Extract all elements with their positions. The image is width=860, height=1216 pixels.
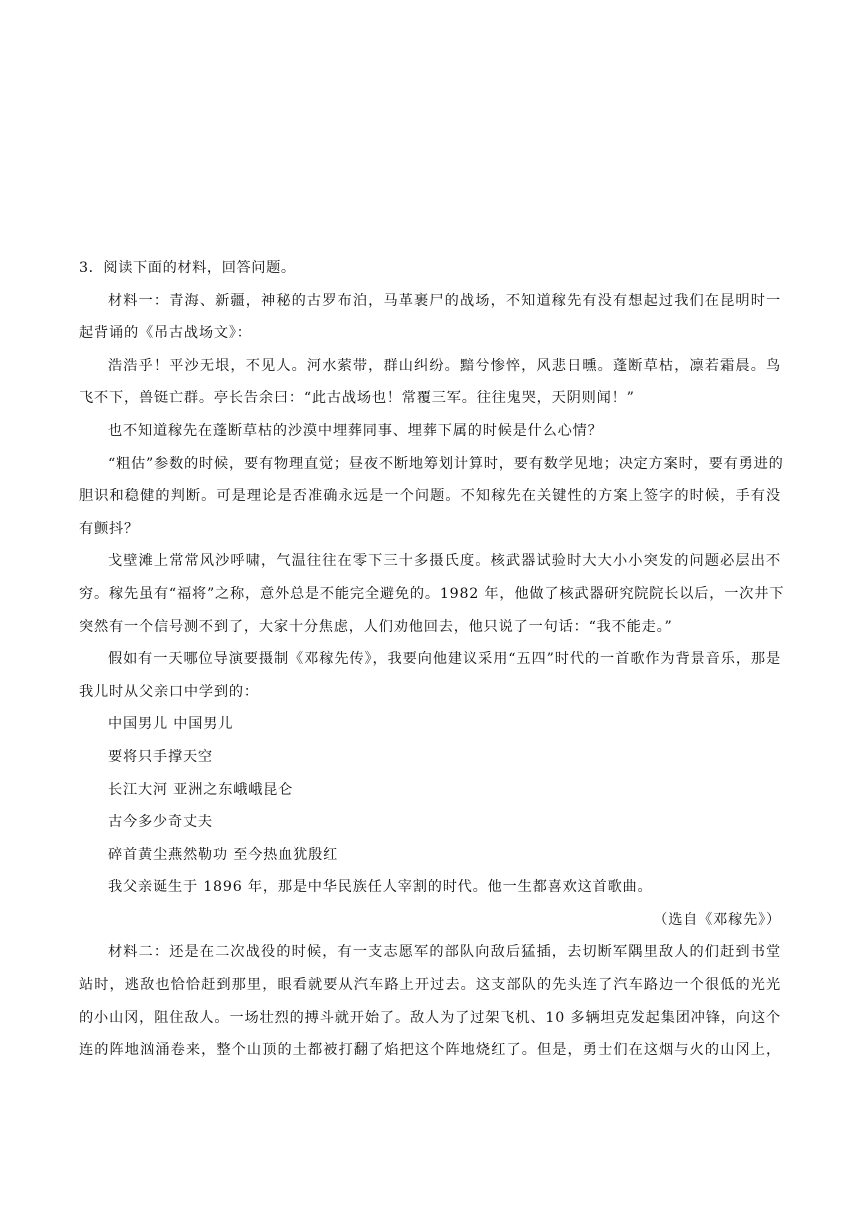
quote-line: 飞不下，兽铤亡群。亭长告余曰：“此古战场也！常覆三军。往往鬼哭，天阴则闻！” — [79, 390, 635, 407]
paragraph-line: 有颤抖？ — [79, 520, 139, 537]
song-lyric-line: 长江大河 亚洲之东峨峨昆仑 — [108, 781, 294, 798]
question-heading: 3．阅读下面的材料，回答问题。 — [79, 260, 296, 276]
paragraph-line: 站时，逃敌也恰恰赶到那里，眼看就要从汽车路上开过去。这支部队的先头连了汽车路边一个很低的光光 — [79, 977, 781, 994]
paragraph-line: 假如有一天哪位导演要摄制《邓稼先传》，我要向他建议采用“五四”时代的一首歌作为背景音乐，那是 — [108, 651, 781, 668]
material-one-intro-line: 起背诵的《吊古战场文》： — [79, 325, 252, 342]
song-lyric-line: 中国男儿 中国男儿 — [108, 716, 234, 733]
song-lyric-line: 碎首黄尘燕然勒功 至今热血犹殷红 — [108, 846, 339, 863]
document-content — [79, 252, 785, 1067]
paragraph-line: 材料二：还是在二次战役的时候，有一支志愿军的部队向敌后猛插，去切断军隅里敌人的们赶到书堂 — [108, 944, 781, 961]
paragraph-line: 也不知道稼先在蓬断草枯的沙漠中埋葬同事、埋葬下属的时候是什么心情？ — [108, 422, 603, 439]
material-two — [79, 936, 781, 1066]
paragraph-line: 胆识和稳健的判断。可是理论是否准确永远是一个问题。不知稼先在关键性的方案上签字的时候，手有没 — [79, 488, 781, 505]
material-one — [79, 285, 785, 937]
material-one-intro-line: 材料一：青海、新疆，神秘的古罗布泊，马革裹尸的战场，不知道稼先有没有想起过我们在昆明时一 — [108, 292, 781, 309]
source-citation: （选自《邓稼先》） — [653, 911, 781, 928]
paragraph-line: 穷。稼先虽有“福将”之称，意外总是不能完全避免的。1982 年，他做了核武器研究院院长以后，一次井下 — [79, 585, 785, 602]
paragraph-line: 的小山冈，阻住敌人。一场壮烈的搏斗就开始了。敌人为了过架飞机、10 多辆坦克发起集团冲锋，向这个 — [79, 1009, 781, 1026]
paragraph-line: “粗估”参数的时候，要有物理直觉；昼夜不断地筹划计算时，要有数学见地；决定方案时，要有勇进的 — [108, 455, 784, 472]
song-lyric-line: 要将只手撑天空 — [108, 748, 213, 765]
paragraph-line: 我儿时从父亲口中学到的： — [79, 683, 259, 700]
song-lyric-line: 古今多少奇丈夫 — [108, 814, 213, 831]
paragraph-line: 我父亲诞生于 1896 年，那是中华民族任人宰割的时代。他一生都喜欢这首歌曲。 — [108, 879, 653, 896]
paragraph-line: 连的阵地汹涌卷来，整个山顶的土都被打翻了焰把这个阵地烧红了。但是，勇士们在这烟与火的山冈上， — [79, 1042, 781, 1059]
paragraph-line: 突然有一个信号测不到了，大家十分焦虑，人们劝他回去，他只说了一句话：“我不能走。” — [79, 618, 673, 635]
quote-line: 浩浩乎！平沙无垠，不见人。河水萦带，群山纠纷。黯兮惨悴，风悲日曛。蓬断草枯，凛若霜晨。鸟 — [108, 357, 781, 374]
paragraph-line: 戈壁滩上常常风沙呼啸，气温往往在零下三十多摄氏度。核武器试验时大大小小突发的问题必层出不 — [108, 553, 781, 570]
